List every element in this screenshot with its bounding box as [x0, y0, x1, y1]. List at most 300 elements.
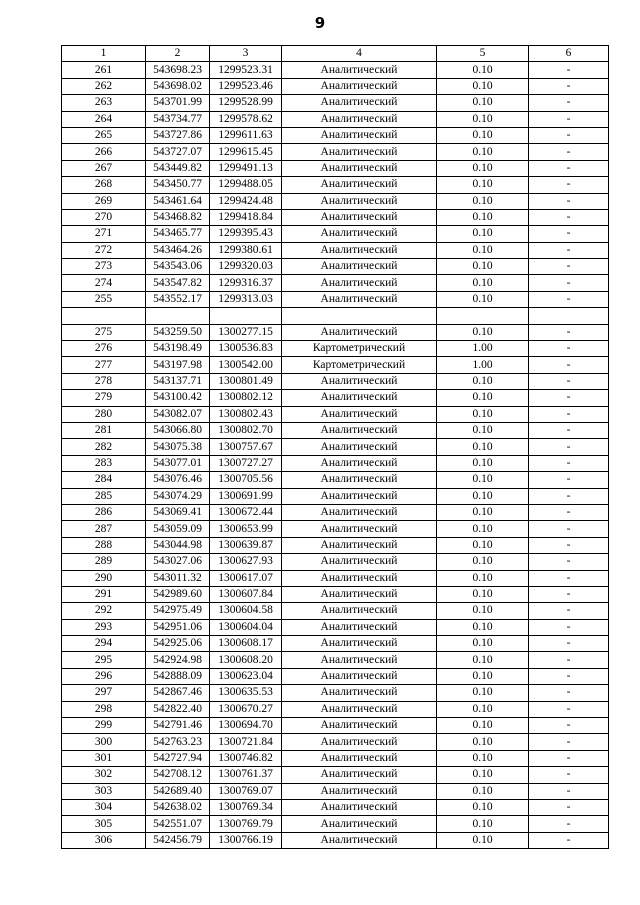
- cell-point-number: 303: [62, 783, 146, 799]
- cell-note: -: [529, 668, 609, 684]
- table-row: [62, 226, 609, 242]
- cell-note: -: [529, 455, 609, 471]
- cell-y-coordinate: 1299380.61: [210, 242, 282, 258]
- cell-method: Аналитический: [282, 537, 437, 553]
- cell-x-coordinate: 543701.99: [146, 95, 210, 111]
- cell-point-number: 288: [62, 537, 146, 553]
- cell-y-coordinate: 1300769.34: [210, 799, 282, 815]
- table-row: [62, 734, 609, 750]
- cell-method: Аналитический: [282, 226, 437, 242]
- cell-note: -: [529, 734, 609, 750]
- cell-accuracy: 0.10: [437, 291, 529, 307]
- cell-method: Аналитический: [282, 144, 437, 160]
- cell-y-coordinate: 1300802.12: [210, 390, 282, 406]
- cell-accuracy: 0.10: [437, 570, 529, 586]
- cell-method: Аналитический: [282, 718, 437, 734]
- cell-note: -: [529, 816, 609, 832]
- cell-x-coordinate: 543727.86: [146, 127, 210, 143]
- table-row: [62, 259, 609, 275]
- cell-note: -: [529, 324, 609, 340]
- cell-x-coordinate: 542888.09: [146, 668, 210, 684]
- cell-accuracy: 0.10: [437, 783, 529, 799]
- header-cell-3: 3: [210, 46, 282, 62]
- cell-note: -: [529, 111, 609, 127]
- cell-accuracy: 0.10: [437, 78, 529, 94]
- page-number: 9: [314, 14, 326, 32]
- cell-accuracy: 0.10: [437, 472, 529, 488]
- cell-y-coordinate: 1299491.13: [210, 160, 282, 176]
- cell-accuracy: 0.10: [437, 127, 529, 143]
- cell-x-coordinate: 542551.07: [146, 816, 210, 832]
- cell-note: -: [529, 275, 609, 291]
- table-row: [62, 95, 609, 111]
- cell-y-coordinate: 1300607.84: [210, 586, 282, 602]
- cell-point-number: 273: [62, 259, 146, 275]
- cell-accuracy: 0.10: [437, 226, 529, 242]
- table-row: [62, 537, 609, 553]
- cell-note: -: [529, 357, 609, 373]
- cell-method: Аналитический: [282, 734, 437, 750]
- cell-y-coordinate: 1300769.07: [210, 783, 282, 799]
- cell-x-coordinate: 543698.23: [146, 62, 210, 78]
- table-row: [62, 406, 609, 422]
- cell-accuracy: 0.10: [437, 95, 529, 111]
- cell-y-coordinate: 1300757.67: [210, 439, 282, 455]
- cell-point-number: 289: [62, 554, 146, 570]
- cell-x-coordinate: 543044.98: [146, 537, 210, 553]
- cell-point-number: 271: [62, 226, 146, 242]
- cell-accuracy: 0.10: [437, 603, 529, 619]
- cell-point-number: 299: [62, 718, 146, 734]
- cell-accuracy: 0.10: [437, 799, 529, 815]
- cell-method: Аналитический: [282, 259, 437, 275]
- cell-x-coordinate: 543011.32: [146, 570, 210, 586]
- cell-method: Аналитический: [282, 603, 437, 619]
- cell-accuracy: 0.10: [437, 406, 529, 422]
- cell-y-coordinate: 1300635.53: [210, 685, 282, 701]
- cell-note: -: [529, 767, 609, 783]
- cell-note: -: [529, 127, 609, 143]
- cell-method: Аналитический: [282, 439, 437, 455]
- cell-point-number: 272: [62, 242, 146, 258]
- cell-method: Аналитический: [282, 799, 437, 815]
- cell-note: -: [529, 291, 609, 307]
- header-cell-1: 1: [62, 46, 146, 62]
- cell-point-number: 298: [62, 701, 146, 717]
- cell-point-number: 291: [62, 586, 146, 602]
- table-row: [62, 308, 609, 324]
- cell-note: -: [529, 504, 609, 520]
- cell-y-coordinate: 1300769.79: [210, 816, 282, 832]
- cell-point-number: 285: [62, 488, 146, 504]
- cell-x-coordinate: 543543.06: [146, 259, 210, 275]
- cell-method: Аналитический: [282, 619, 437, 635]
- header-cell-2: 2: [146, 46, 210, 62]
- cell-point-number: 283: [62, 455, 146, 471]
- table-row: [62, 144, 609, 160]
- table-row: [62, 488, 609, 504]
- cell-x-coordinate: 543727.07: [146, 144, 210, 160]
- cell-point-number: 287: [62, 521, 146, 537]
- cell-y-coordinate: 1300639.87: [210, 537, 282, 553]
- cell-point-number: 292: [62, 603, 146, 619]
- table-row: [62, 291, 609, 307]
- cell-point-number: 284: [62, 472, 146, 488]
- table-body: [62, 62, 609, 849]
- cell-x-coordinate: 543069.41: [146, 504, 210, 520]
- cell-y-coordinate: 1300802.43: [210, 406, 282, 422]
- cell-accuracy: 0.10: [437, 193, 529, 209]
- cell-note: -: [529, 78, 609, 94]
- cell-x-coordinate: 542763.23: [146, 734, 210, 750]
- cell-point-number: 266: [62, 144, 146, 160]
- cell-accuracy: 0.10: [437, 668, 529, 684]
- cell-x-coordinate: 543198.49: [146, 341, 210, 357]
- table-row: [62, 341, 609, 357]
- cell-method: Аналитический: [282, 291, 437, 307]
- cell-method: Аналитический: [282, 636, 437, 652]
- cell-note: -: [529, 144, 609, 160]
- cell-x-coordinate: 542456.79: [146, 832, 210, 848]
- cell-y-coordinate: 1300627.93: [210, 554, 282, 570]
- cell-x-coordinate: 542791.46: [146, 718, 210, 734]
- cell-x-coordinate: 543698.02: [146, 78, 210, 94]
- cell-method: Аналитический: [282, 488, 437, 504]
- cell-note: -: [529, 718, 609, 734]
- cell-point-number: 300: [62, 734, 146, 750]
- cell-note: -: [529, 226, 609, 242]
- cell-point-number: 262: [62, 78, 146, 94]
- cell-y-coordinate: 1299418.84: [210, 209, 282, 225]
- cell-x-coordinate: 543547.82: [146, 275, 210, 291]
- cell-method: Аналитический: [282, 390, 437, 406]
- cell-note: -: [529, 95, 609, 111]
- cell-y-coordinate: 1299395.43: [210, 226, 282, 242]
- cell-point-number: 276: [62, 341, 146, 357]
- cell-y-coordinate: 1299488.05: [210, 177, 282, 193]
- cell-point-number: 268: [62, 177, 146, 193]
- cell-point-number: 305: [62, 816, 146, 832]
- table-row: [62, 455, 609, 471]
- table-row: [62, 177, 609, 193]
- cell-x-coordinate: 543259.50: [146, 324, 210, 340]
- cell-accuracy: 0.10: [437, 816, 529, 832]
- cell-point-number: 270: [62, 209, 146, 225]
- cell-x-coordinate: 542975.49: [146, 603, 210, 619]
- cell-accuracy: 0.10: [437, 767, 529, 783]
- cell-point-number: 296: [62, 668, 146, 684]
- cell-y-coordinate: 1300705.56: [210, 472, 282, 488]
- cell-accuracy: 0.10: [437, 144, 529, 160]
- cell-x-coordinate: 543066.80: [146, 422, 210, 438]
- cell-accuracy: 0.10: [437, 652, 529, 668]
- cell-accuracy: 0.10: [437, 586, 529, 602]
- cell-note: -: [529, 783, 609, 799]
- table-row: [62, 783, 609, 799]
- table-row: [62, 668, 609, 684]
- cell-y-coordinate: 1300653.99: [210, 521, 282, 537]
- cell-note: -: [529, 177, 609, 193]
- table-row: [62, 750, 609, 766]
- cell-x-coordinate: 543074.29: [146, 488, 210, 504]
- cell-method: Аналитический: [282, 783, 437, 799]
- cell-note: -: [529, 193, 609, 209]
- cell-y-coordinate: 1300802.70: [210, 422, 282, 438]
- cell-point-number: 286: [62, 504, 146, 520]
- cell-note: -: [529, 652, 609, 668]
- table-row: [62, 62, 609, 78]
- cell-x-coordinate: 542727.94: [146, 750, 210, 766]
- cell-method: Аналитический: [282, 570, 437, 586]
- cell-method: Аналитический: [282, 275, 437, 291]
- header-cell-5: 5: [437, 46, 529, 62]
- cell-accuracy: 0.10: [437, 504, 529, 520]
- cell-point-number: 293: [62, 619, 146, 635]
- cell-method: Аналитический: [282, 177, 437, 193]
- cell-point-number: 267: [62, 160, 146, 176]
- table-row: [62, 275, 609, 291]
- cell-point-number: 294: [62, 636, 146, 652]
- cell-accuracy: 0.10: [437, 242, 529, 258]
- cell-x-coordinate: [146, 308, 210, 324]
- cell-accuracy: 0.10: [437, 111, 529, 127]
- table-row: [62, 242, 609, 258]
- cell-accuracy: 0.10: [437, 373, 529, 389]
- cell-method: Аналитический: [282, 422, 437, 438]
- table-row: [62, 603, 609, 619]
- cell-accuracy: 0.10: [437, 832, 529, 848]
- cell-note: -: [529, 472, 609, 488]
- cell-method: Аналитический: [282, 406, 437, 422]
- cell-note: -: [529, 636, 609, 652]
- cell-point-number: 280: [62, 406, 146, 422]
- table-row: [62, 209, 609, 225]
- cell-note: -: [529, 160, 609, 176]
- cell-y-coordinate: 1299313.03: [210, 291, 282, 307]
- cell-y-coordinate: [210, 308, 282, 324]
- cell-note: -: [529, 521, 609, 537]
- table-row: [62, 554, 609, 570]
- cell-x-coordinate: 542925.06: [146, 636, 210, 652]
- cell-y-coordinate: 1300691.99: [210, 488, 282, 504]
- cell-accuracy: 1.00: [437, 357, 529, 373]
- cell-note: -: [529, 554, 609, 570]
- table-row: [62, 816, 609, 832]
- cell-point-number: 264: [62, 111, 146, 127]
- cell-accuracy: 0.10: [437, 701, 529, 717]
- cell-y-coordinate: 1299615.45: [210, 144, 282, 160]
- cell-method: Аналитический: [282, 373, 437, 389]
- cell-accuracy: 0.10: [437, 62, 529, 78]
- cell-accuracy: 0.10: [437, 439, 529, 455]
- cell-method: Аналитический: [282, 554, 437, 570]
- table-row: [62, 799, 609, 815]
- cell-note: -: [529, 341, 609, 357]
- cell-x-coordinate: 542708.12: [146, 767, 210, 783]
- cell-method: Картометрический: [282, 357, 437, 373]
- cell-note: -: [529, 488, 609, 504]
- coordinates-table: [61, 45, 609, 849]
- cell-point-number: 304: [62, 799, 146, 815]
- table-row: [62, 586, 609, 602]
- header-cell-4: 4: [282, 46, 437, 62]
- cell-method: Аналитический: [282, 62, 437, 78]
- cell-method: Аналитический: [282, 701, 437, 717]
- table-header: [62, 46, 609, 62]
- cell-y-coordinate: 1299523.46: [210, 78, 282, 94]
- table-row: [62, 472, 609, 488]
- cell-accuracy: 0.10: [437, 734, 529, 750]
- cell-point-number: 279: [62, 390, 146, 406]
- cell-y-coordinate: 1300761.37: [210, 767, 282, 783]
- cell-y-coordinate: 1299578.62: [210, 111, 282, 127]
- cell-x-coordinate: 543077.01: [146, 455, 210, 471]
- cell-note: -: [529, 62, 609, 78]
- cell-note: -: [529, 619, 609, 635]
- cell-y-coordinate: 1300727.27: [210, 455, 282, 471]
- cell-method: Аналитический: [282, 242, 437, 258]
- table-row: [62, 636, 609, 652]
- cell-method: Аналитический: [282, 767, 437, 783]
- cell-accuracy: 0.10: [437, 685, 529, 701]
- table-row: [62, 652, 609, 668]
- cell-x-coordinate: 542924.98: [146, 652, 210, 668]
- cell-accuracy: 0.10: [437, 324, 529, 340]
- cell-accuracy: 0.10: [437, 537, 529, 553]
- cell-method: Аналитический: [282, 193, 437, 209]
- cell-method: Аналитический: [282, 78, 437, 94]
- cell-accuracy: 0.10: [437, 259, 529, 275]
- cell-note: -: [529, 570, 609, 586]
- cell-method: Аналитический: [282, 455, 437, 471]
- cell-note: -: [529, 799, 609, 815]
- cell-method: Аналитический: [282, 586, 437, 602]
- cell-y-coordinate: 1300542.00: [210, 357, 282, 373]
- cell-method: Аналитический: [282, 95, 437, 111]
- cell-note: -: [529, 422, 609, 438]
- cell-method: Аналитический: [282, 111, 437, 127]
- table-row: [62, 439, 609, 455]
- cell-y-coordinate: 1300608.20: [210, 652, 282, 668]
- cell-accuracy: 1.00: [437, 341, 529, 357]
- table-row: [62, 127, 609, 143]
- table-row: [62, 357, 609, 373]
- cell-accuracy: 0.10: [437, 718, 529, 734]
- cell-point-number: 302: [62, 767, 146, 783]
- table-row: [62, 160, 609, 176]
- cell-note: -: [529, 832, 609, 848]
- cell-point-number: 297: [62, 685, 146, 701]
- table-row: [62, 78, 609, 94]
- cell-point-number: 301: [62, 750, 146, 766]
- table-row: [62, 701, 609, 717]
- cell-y-coordinate: 1300277.15: [210, 324, 282, 340]
- cell-x-coordinate: 543137.71: [146, 373, 210, 389]
- cell-y-coordinate: 1300672.44: [210, 504, 282, 520]
- cell-point-number: 277: [62, 357, 146, 373]
- cell-accuracy: 0.10: [437, 177, 529, 193]
- cell-method: Аналитический: [282, 832, 437, 848]
- cell-x-coordinate: 543464.26: [146, 242, 210, 258]
- cell-y-coordinate: 1299424.48: [210, 193, 282, 209]
- cell-x-coordinate: 543100.42: [146, 390, 210, 406]
- cell-y-coordinate: 1299316.37: [210, 275, 282, 291]
- cell-x-coordinate: 543197.98: [146, 357, 210, 373]
- cell-x-coordinate: 543450.77: [146, 177, 210, 193]
- cell-y-coordinate: 1299523.31: [210, 62, 282, 78]
- cell-x-coordinate: 542822.40: [146, 701, 210, 717]
- cell-method: Аналитический: [282, 324, 437, 340]
- cell-x-coordinate: 542989.60: [146, 586, 210, 602]
- cell-note: -: [529, 701, 609, 717]
- cell-accuracy: 0.10: [437, 390, 529, 406]
- cell-y-coordinate: 1300608.17: [210, 636, 282, 652]
- cell-accuracy: 0.10: [437, 488, 529, 504]
- cell-x-coordinate: 543468.82: [146, 209, 210, 225]
- cell-point-number: 265: [62, 127, 146, 143]
- table-row: [62, 324, 609, 340]
- cell-x-coordinate: 543552.17: [146, 291, 210, 307]
- table-row: [62, 373, 609, 389]
- cell-method: Аналитический: [282, 652, 437, 668]
- cell-method: [282, 308, 437, 324]
- cell-y-coordinate: 1300721.84: [210, 734, 282, 750]
- cell-accuracy: 0.10: [437, 455, 529, 471]
- table-row: [62, 504, 609, 520]
- cell-y-coordinate: 1300694.70: [210, 718, 282, 734]
- cell-method: Аналитический: [282, 472, 437, 488]
- cell-note: -: [529, 439, 609, 455]
- cell-point-number: 275: [62, 324, 146, 340]
- cell-note: -: [529, 750, 609, 766]
- cell-point-number: 274: [62, 275, 146, 291]
- cell-accuracy: [437, 308, 529, 324]
- cell-accuracy: 0.10: [437, 636, 529, 652]
- table-row: [62, 767, 609, 783]
- cell-x-coordinate: 542638.02: [146, 799, 210, 815]
- cell-y-coordinate: 1300604.58: [210, 603, 282, 619]
- cell-x-coordinate: 543449.82: [146, 160, 210, 176]
- cell-note: -: [529, 390, 609, 406]
- cell-note: -: [529, 259, 609, 275]
- cell-x-coordinate: 543734.77: [146, 111, 210, 127]
- cell-x-coordinate: 542951.06: [146, 619, 210, 635]
- cell-y-coordinate: 1300746.82: [210, 750, 282, 766]
- cell-method: Аналитический: [282, 504, 437, 520]
- cell-y-coordinate: 1299611.63: [210, 127, 282, 143]
- cell-y-coordinate: 1300766.19: [210, 832, 282, 848]
- cell-y-coordinate: 1300604.04: [210, 619, 282, 635]
- table-row: [62, 832, 609, 848]
- cell-method: Аналитический: [282, 209, 437, 225]
- cell-x-coordinate: 543076.46: [146, 472, 210, 488]
- cell-y-coordinate: 1300617.07: [210, 570, 282, 586]
- cell-accuracy: 0.10: [437, 160, 529, 176]
- cell-point-number: [62, 308, 146, 324]
- cell-x-coordinate: 543461.64: [146, 193, 210, 209]
- table-row: [62, 718, 609, 734]
- cell-method: Аналитический: [282, 816, 437, 832]
- table-row: [62, 619, 609, 635]
- cell-x-coordinate: 543027.06: [146, 554, 210, 570]
- cell-x-coordinate: 543075.38: [146, 439, 210, 455]
- table-row: [62, 111, 609, 127]
- cell-y-coordinate: 1299528.99: [210, 95, 282, 111]
- table-row: [62, 390, 609, 406]
- cell-accuracy: 0.10: [437, 275, 529, 291]
- cell-point-number: 295: [62, 652, 146, 668]
- cell-point-number: 306: [62, 832, 146, 848]
